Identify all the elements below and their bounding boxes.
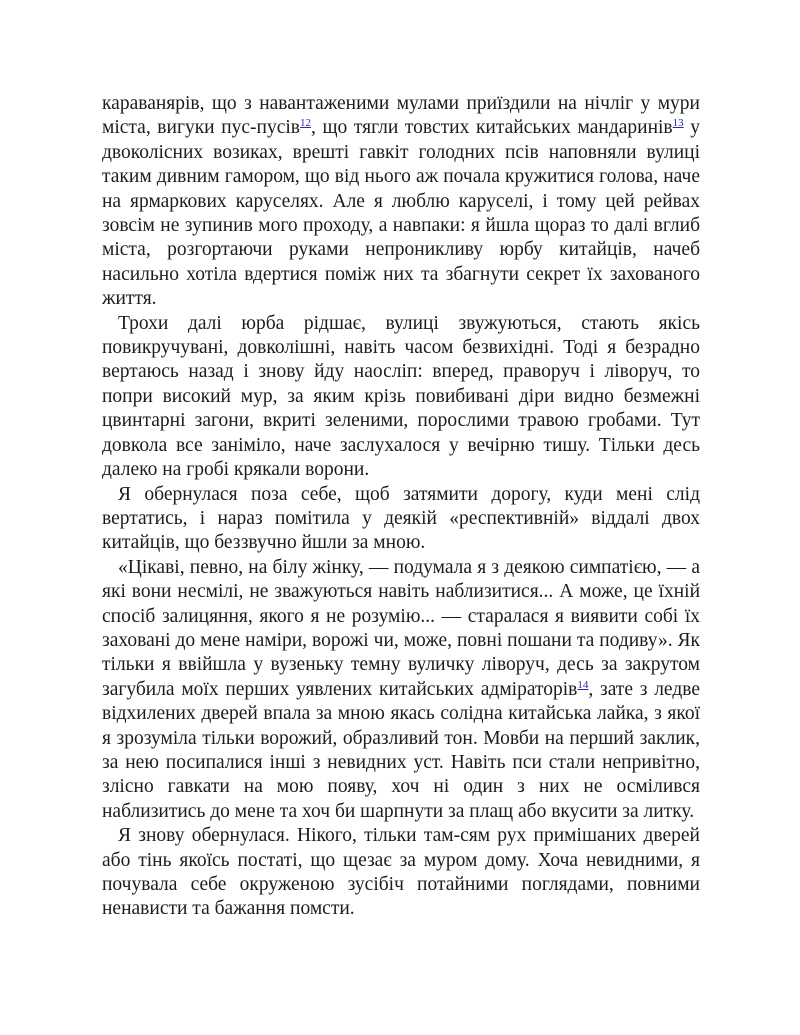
footnote-ref[interactable] [673,117,684,129]
paragraph-text: , зате з ледве відхилених дверей впала за мною якась солідна китайська лайка, з якої я зрозуміла тільки ворожий, образливий тон. Мовби на перший заклик, за нею посипалися інші з невидних уст. Навіть пси стали непривітно, злісно гавкати на мою появу, хоч ні один з них не осмілився наблизитись до мене та хоч би шарпнути за плащ або вкусити за литку. [102,678,700,822]
paragraph-text: , що тягли товстих китайських мандаринів [311,117,673,139]
paragraph-text: караванярів, що з навантаженими мулами приїздили на нічліг у мури міста, вигуки пус-пусів [102,93,700,139]
paragraph-text: у двоколісних возиках, врешті гавкіт голодних псів наповняли вулиці таким дивним гамором, що від нього аж почала кружитися голова, наче на ярмаркових каруселях. Але я люблю каруселі, і тому цей рейвах зовсім не зупинив мого проходу, а навпаки: я йшла щораз то далі вглиб міста, розгортаючи руками непроникливу юрбу китайців, начеб насильно хотіла вдертися поміж них та збагнути секрет їх захованого життя. [102,117,700,310]
footnote-link[interactable]: 12 [300,117,312,130]
paragraph-text: Я обернулася поза себе, щоб затямити дорогу, куди мені слід вертатись, і нараз помітила у деякій «респективній» віддалі двох китайців, що беззвучно йшли за мною. [102,483,700,554]
footnote-ref[interactable] [577,679,588,691]
paragraph-text: «Цікаві, певно, на білу жінку, — подумала я з деякою симпатією, — а які вони несмілі, не зважуються навіть наблизитися... А може, це їхній спосіб залицяння, якого я не розумію... — старалася я виявити собі їх заховані до мене наміри, ворожі чи, може, повні пошани та подиву». Як тільки я ввійшла у вузеньку темну вуличку ліворуч, десь за закрутом загубила моїх перших уявлених китайських адміраторів [102,556,700,700]
footnote-ref[interactable] [300,117,311,129]
paragraph [102,92,700,312]
paragraph [102,824,700,922]
footnote-link[interactable]: 14 [577,678,589,691]
page-body [102,92,700,922]
paragraph [102,483,700,556]
paragraph-text: Трохи далі юрба рідшає, вулиці звужуються, стають якісь повикручувані, довколішні, навіть часом безвихідні. Тоді я безрадно вертаюсь назад і знову йду наосліп: вперед, праворуч і ліворуч, то попри високий мур, за яким крізь повибивані діри видно безмежні цвинтарні загони, вкриті зеленими, порослими травою гробами. Тут довкола все заніміло, наче заслухалося у вечірню тишу. Тільки десь далеко на гробі крякали ворони. [102,312,700,481]
paragraph [102,312,700,483]
paragraph [102,556,700,824]
paragraph-text: Я знову обернулася. Нікого, тільки там-сям рух примішаних дверей або тінь якоїсь постаті, що щезає за муром дому. Хоча невидними, я почувала себе окруженою зусібіч потайними поглядами, повними ненависти та бажання помсти. [102,825,700,920]
footnote-link[interactable]: 13 [672,117,684,130]
